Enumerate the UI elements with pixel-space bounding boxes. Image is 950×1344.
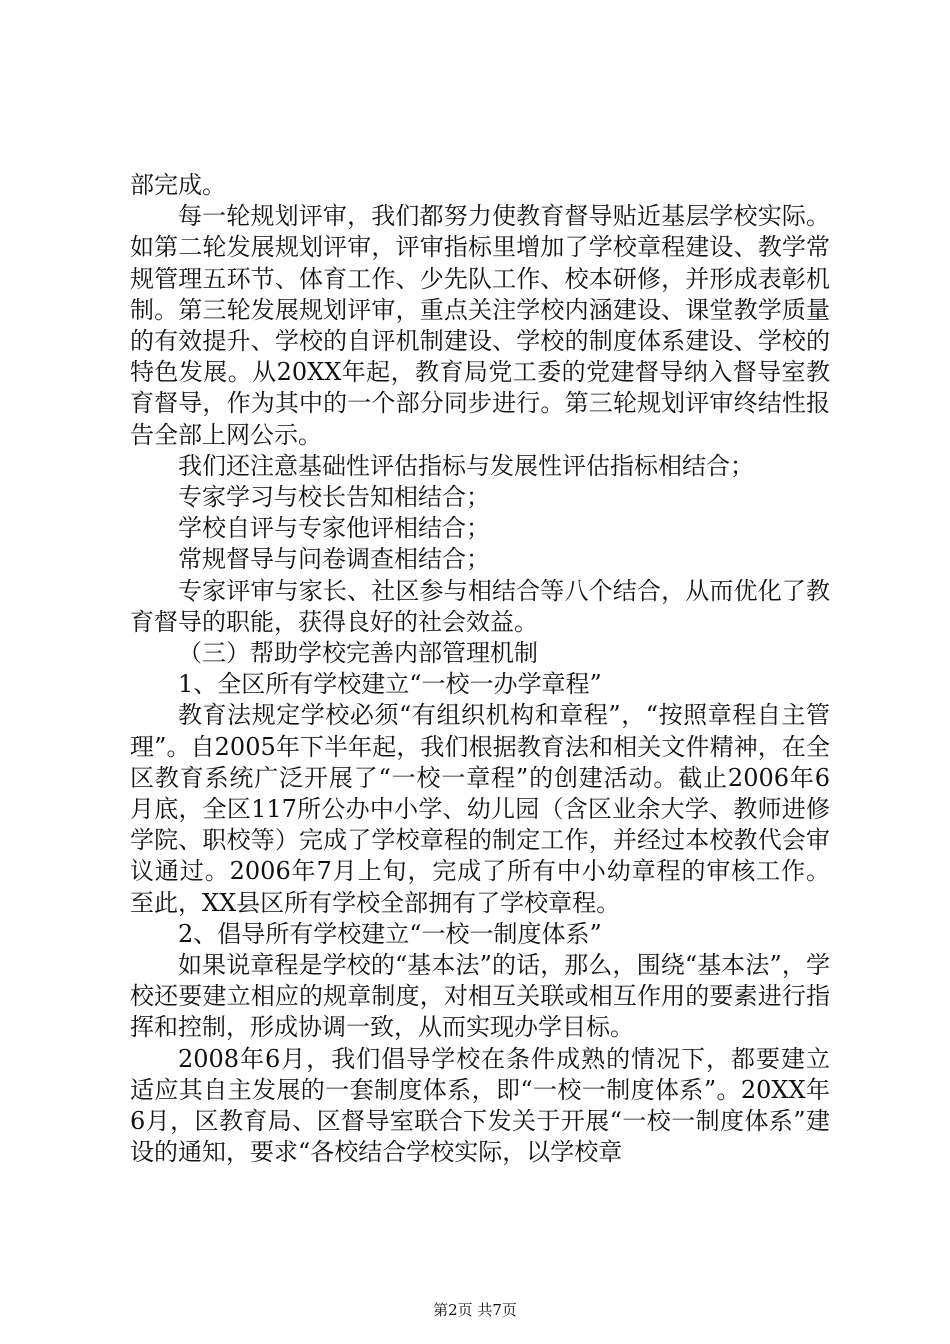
paragraph-combination-3: 学校自评与专家他评相结合； [178, 514, 490, 543]
paragraph-review-rounds: 每一轮规划评审，我们都努力使教育督导贴近基层学校实际。如第二轮发展规划评审，评审指标里增加了学校章程建设、教学常规管理五环节、体育工作、少先队工作、校本研修，并形成表彰机制。第三轮发展规划评审，重点关注学校内涵建设、课堂教学质量的有效提升、学校的自评机制建设、学校的制度体系建设、学校的特色发展。从20XX年起，教育局党工委的党建督导纳入督导室教育督导，作为其中的一个部分同步进行。第三轮规划评审终结性报告全部上网公示。 [130, 202, 830, 449]
paragraph-combination-5: 专家评审与家长、社区参与相结合等八个结合，从而优化了教育督导的职能，获得良好的社会效益。 [130, 576, 830, 636]
page-footer: 第2页 共7页 [433, 1301, 517, 1319]
subheading-1: 1、全区所有学校建立“一校一办学章程” [178, 670, 602, 699]
paragraph-combination-1: 我们还注意基础性评估指标与发展性评估指标相结合； [178, 451, 754, 480]
paragraph-school-charter: 教育法规定学校必须“有组织机构和章程”，“按照章程自主管理”。自2005年下半年起，我们根据教育法和相关文件精神，在全区教育系统广泛开展了“一校一章程”的创建活动。截止2006年6月底，全区117所公办中小学、幼儿园（含区业余大学、教师进修学院、职校等）完成了学校章程的制定工作，并经过本校教代会审议通过。2006年7月上旬，完成了所有中小幼章程的审核工作。至此，XX县区所有学校全部拥有了学校章程。 [130, 701, 830, 917]
paragraph-combination-4: 常规督导与问卷调查相结合； [178, 545, 490, 574]
paragraph-basic-law: 如果说章程是学校的“基本法”的话，那么，围绕“基本法”，学校还要建立相应的规章制度，对相互关联或相互作用的要素进行指挥和控制，形成协调一致，从而实现办学目标。 [130, 951, 830, 1042]
document-body [130, 170, 830, 1169]
section-heading-3: （三）帮助学校完善内部管理机制 [178, 639, 538, 668]
paragraph-combination-2: 专家学习与校长告知相结合； [178, 483, 490, 512]
paragraph-continuation: 部完成。 [130, 171, 226, 199]
subheading-2: 2、倡导所有学校建立“一校一制度体系” [178, 919, 602, 948]
paragraph-system-2008: 2008年6月，我们倡导学校在条件成熟的情况下，都要建立适应其自主发展的一套制度体系，即“一校一制度体系”。20XX年6月，区教育局、区督导室联合下发关于开展“一校一制度体系”建设的通知，要求“各校结合学校实际，以学校章 [130, 1044, 830, 1167]
